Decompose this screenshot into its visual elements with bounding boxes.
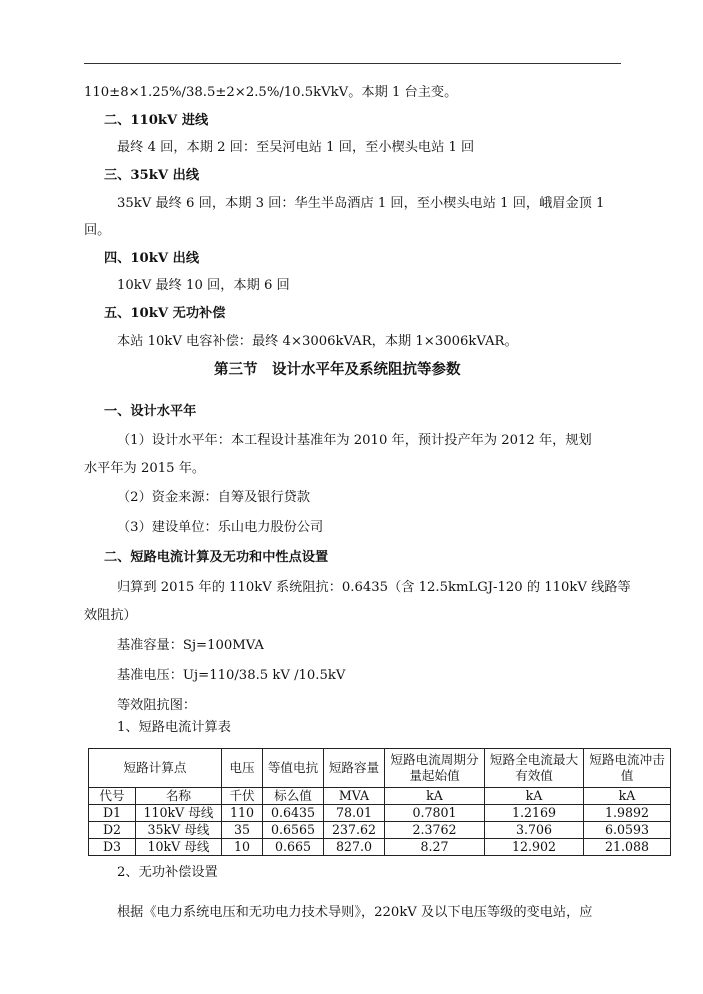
cell-impedance: 0.6435 — [263, 805, 324, 822]
cell-capacity: 827.0 — [324, 839, 385, 856]
system-impedance-text: 归算到 2015 年的 110kV 系统阻抗：0.6435（含 12.5kmLGJ-120 的 110kV 线路等 — [117, 580, 631, 595]
design-year-item3: （3）建设单位：乐山电力股份公司 — [117, 520, 324, 535]
cell-rms: 12.902 — [485, 839, 584, 856]
section-10kv-text: 10kV 最终 10 回，本期 6 回 — [117, 278, 290, 293]
cell-rms: 1.2169 — [485, 805, 584, 822]
design-year-item1-cont: 水平年为 2015 年。 — [84, 461, 206, 476]
cell-code: D1 — [89, 805, 136, 822]
cell-capacity: 237.62 — [324, 822, 385, 839]
cell-name: 110kV 母线 — [136, 805, 222, 822]
cell-impulse: 6.0593 — [584, 822, 671, 839]
header-impulse: 短路电流冲击值 — [584, 749, 671, 788]
unit-kv: 千伏 — [222, 788, 263, 805]
table-row — [89, 822, 671, 839]
unit-mva: MVA — [324, 788, 385, 805]
short-circuit-heading: 二、短路电流计算及无功和中性点设置 — [104, 550, 329, 565]
cell-voltage: 35 — [222, 822, 263, 839]
table-caption: 1、短路电流计算表 — [117, 720, 231, 735]
header-rms: 短路全电流最大有效值 — [485, 749, 584, 788]
design-year-item2: （2）资金来源：自筹及银行贷款 — [117, 490, 311, 505]
cell-name: 35kV 母线 — [136, 822, 222, 839]
cell-periodic: 8.27 — [385, 839, 485, 856]
table-unit-row — [89, 788, 671, 805]
section-reactive-heading: 五、10kV 无功补偿 — [104, 306, 226, 321]
section-35kv-text: 35kV 最终 6 回，本期 3 回：华生半岛酒店 1 回，至小楔头电站 1 回，峨眉金顶 1 — [117, 196, 605, 211]
base-capacity: 基准容量：Sj=100MVA — [117, 638, 264, 653]
design-year-item1: （1）设计水平年：本工程设计基准年为 2010 年，预计投产年为 2012 年，规划 — [117, 433, 592, 448]
system-impedance-text-cont: 效阻抗） — [84, 608, 137, 623]
section-35kv-text-cont: 回。 — [84, 223, 111, 238]
table-row — [89, 839, 671, 856]
cell-impulse: 21.088 — [584, 839, 671, 856]
section-title: 第三节 设计水平年及系统阻抗等参数 — [214, 361, 461, 378]
cell-rms: 3.706 — [485, 822, 584, 839]
cell-code: D2 — [89, 822, 136, 839]
table-header-row — [89, 749, 671, 788]
unit-ka-rms: kA — [485, 788, 584, 805]
short-circuit-table — [88, 748, 671, 856]
header-impedance: 等值电抗 — [263, 749, 324, 788]
reactive-setting-caption: 2、无功补偿设置 — [117, 865, 218, 880]
header-periodic: 短路电流周期分量起始值 — [385, 749, 485, 788]
design-year-heading: 一、设计水平年 — [104, 404, 197, 419]
cell-periodic: 2.3762 — [385, 822, 485, 839]
unit-name: 名称 — [136, 788, 222, 805]
header-point: 短路计算点 — [89, 749, 222, 788]
section-35kv-heading: 三、35kV 出线 — [104, 168, 200, 183]
section-110kv-text: 最终 4 回，本期 2 回：至吴河电站 1 回，至小楔头电站 1 回 — [117, 140, 475, 155]
cell-periodic: 0.7801 — [385, 805, 485, 822]
header-voltage: 电压 — [222, 749, 263, 788]
section-110kv-heading: 二、110kV 进线 — [104, 113, 209, 128]
main-transformer-line: 110±8×1.25%/38.5±2×2.5%/10.5kVkV。本期 1 台主变。 — [84, 85, 458, 100]
cell-capacity: 78.01 — [324, 805, 385, 822]
section-reactive-text: 本站 10kV 电容补偿：最终 4×3006kVAR，本期 1×3006kVAR。 — [117, 334, 518, 349]
guideline-text: 根据《电力系统电压和无功电力技术导则》，220kV 及以下电压等级的变电站，应 — [117, 905, 593, 920]
cell-voltage: 110 — [222, 805, 263, 822]
cell-impedance: 0.665 — [263, 839, 324, 856]
base-voltage: 基准电压：Uj=110/38.5 kV /10.5kV — [117, 668, 346, 683]
unit-pu: 标么值 — [263, 788, 324, 805]
table-row — [89, 805, 671, 822]
unit-ka-impulse: kA — [584, 788, 671, 805]
equivalent-diagram-label: 等效阻抗图： — [117, 698, 197, 713]
unit-ka-periodic: kA — [385, 788, 485, 805]
header-rule — [84, 63, 621, 64]
cell-code: D3 — [89, 839, 136, 856]
cell-name: 10kV 母线 — [136, 839, 222, 856]
cell-impedance: 0.6565 — [263, 822, 324, 839]
section-10kv-heading: 四、10kV 出线 — [104, 251, 200, 266]
header-capacity: 短路容量 — [324, 749, 385, 788]
unit-code: 代号 — [89, 788, 136, 805]
cell-impulse: 1.9892 — [584, 805, 671, 822]
cell-voltage: 10 — [222, 839, 263, 856]
